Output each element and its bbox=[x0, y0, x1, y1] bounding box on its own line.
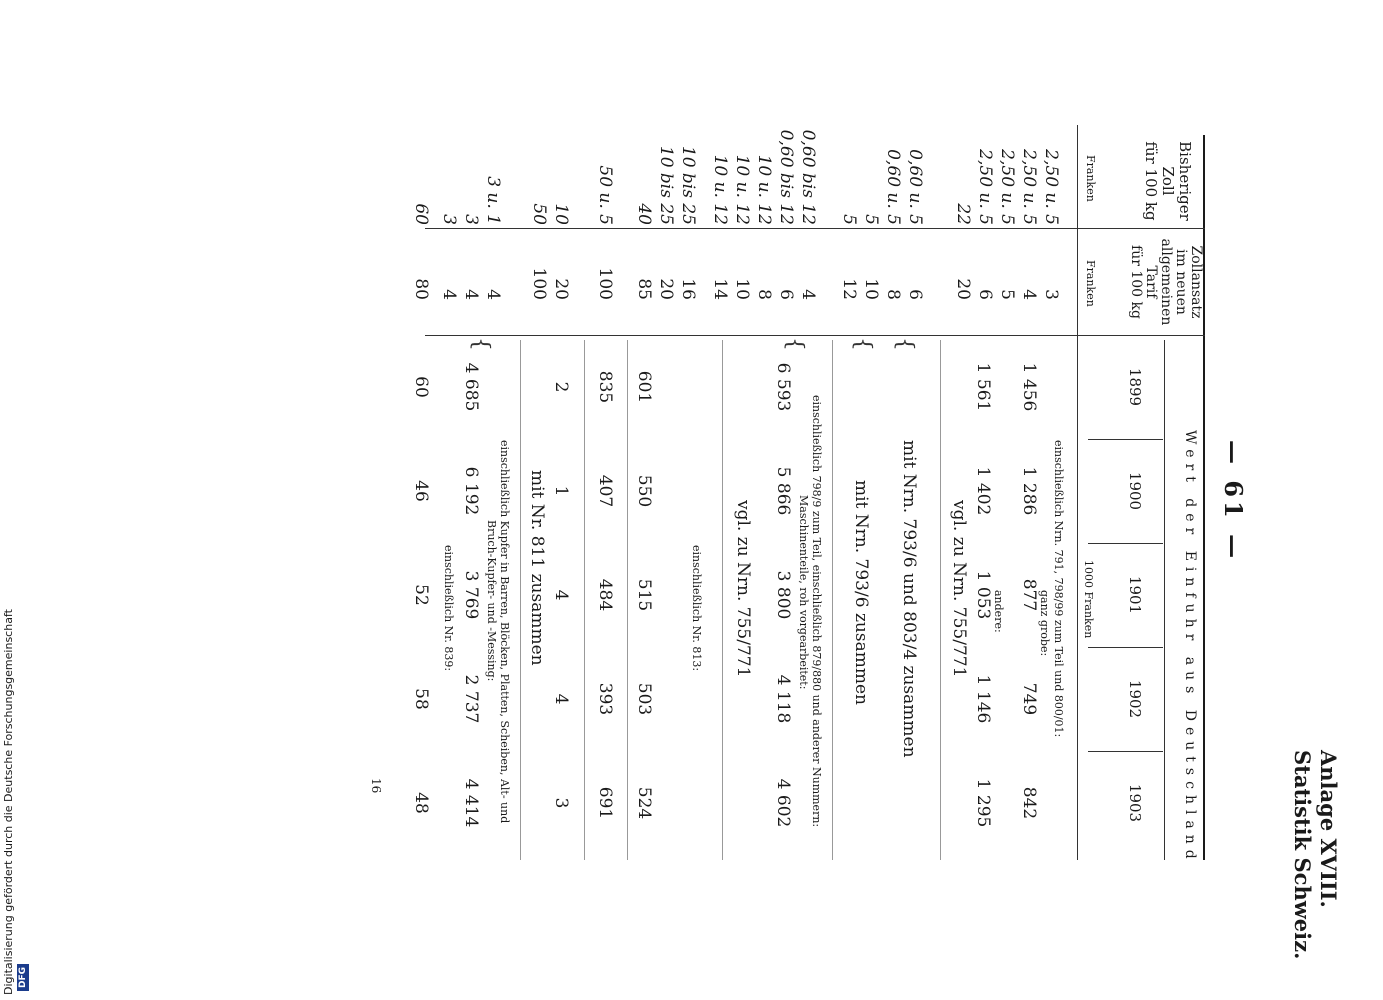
g1a-1900: 1 286 bbox=[1019, 466, 1039, 516]
table-top-rule bbox=[1203, 135, 1205, 860]
anlage-title: Anlage XVIII. bbox=[1316, 750, 1341, 908]
g3-bish-1: 0,60 bis 12 bbox=[776, 129, 796, 225]
footer-page-number: 16 bbox=[369, 778, 383, 794]
g6-bish-1: 50 bbox=[529, 203, 549, 225]
g7-1902: 2 737 bbox=[461, 674, 481, 724]
g1b-1899: 1 561 bbox=[973, 362, 993, 412]
g3-zoll-0: 4 bbox=[798, 289, 818, 300]
g1-zoll-0: 3 bbox=[1041, 289, 1061, 300]
g3-1902: 4 118 bbox=[773, 674, 793, 724]
bisheriger-unit: Franken bbox=[1084, 155, 1097, 202]
g2-bish-2: 5 bbox=[861, 214, 881, 225]
g4-end-rule bbox=[627, 340, 628, 860]
col-sep-1 bbox=[425, 228, 1205, 229]
g3-1899: 6 593 bbox=[773, 362, 793, 412]
page-number: — 61 — bbox=[1219, 440, 1248, 563]
g7-1901: 3 769 bbox=[461, 570, 481, 620]
g1a-1901: 877 bbox=[1019, 578, 1039, 612]
g1-bish-4: 22 bbox=[953, 203, 973, 225]
g4-1901: 515 bbox=[634, 578, 654, 612]
g4-zoll-2: 85 bbox=[634, 278, 654, 300]
g6-1900: 1 bbox=[551, 485, 571, 497]
g2-text2: mit Nrn. 793/6 zusammen bbox=[851, 480, 871, 705]
g1-end-rule bbox=[940, 340, 941, 860]
g7-note1: einschließlich Kupfer in Barren, Blöcken, Platten, Scheiben, Alt- und bbox=[498, 440, 511, 824]
g3-note1: einschließlich 798/9 zum Teil, einschließlich 879/880 und anderer Nummern: bbox=[810, 395, 823, 828]
year-1903: 1903 bbox=[1126, 783, 1144, 823]
g1-vgl: vgl. zu Nrn. 755/771 bbox=[949, 500, 969, 678]
g5-1900: 407 bbox=[595, 474, 615, 508]
year-1900: 1900 bbox=[1126, 471, 1144, 511]
g6-end-rule bbox=[520, 340, 521, 860]
year-sep-3 bbox=[1088, 647, 1163, 648]
g6-zoll-1: 100 bbox=[529, 267, 549, 300]
g3-1903: 4 602 bbox=[773, 778, 793, 828]
year-1899: 1899 bbox=[1126, 367, 1144, 407]
g1-zoll-1: 4 bbox=[1019, 289, 1039, 300]
g3-vgl: vgl. zu Nrn. 755/771 bbox=[733, 500, 753, 678]
g1-bish-1: 2,50 u. 5 bbox=[1019, 149, 1039, 225]
year-sep-4 bbox=[1088, 751, 1163, 752]
g8-1902: 58 bbox=[411, 688, 431, 710]
g7-1903: 4 414 bbox=[461, 778, 481, 828]
g3-1901: 3 800 bbox=[773, 570, 793, 620]
g2-brace-icon: { bbox=[892, 337, 917, 351]
group1-note-grobe: ganz grobe: bbox=[1038, 590, 1051, 657]
g4-bish-2: 40 bbox=[634, 203, 654, 225]
year-sep-2 bbox=[1088, 543, 1163, 544]
g3-zoll-1: 6 bbox=[776, 289, 796, 300]
g3-zoll-4: 14 bbox=[710, 278, 730, 300]
g4-1903: 524 bbox=[634, 786, 654, 820]
g8-note: einschließlich Nr. 839: bbox=[442, 545, 455, 672]
wert-unit: 1000 Franken bbox=[1082, 560, 1095, 639]
g3-bish-2: 10 u. 12 bbox=[754, 154, 774, 225]
g6-1903: 3 bbox=[551, 797, 571, 809]
group1-note-andere: andere: bbox=[992, 590, 1005, 633]
wert-title: Wert der Einfuhr aus Deutschland bbox=[1182, 430, 1198, 865]
g1-bish-0: 2,50 u. 5 bbox=[1041, 149, 1061, 225]
g7-zoll-1: 4 bbox=[461, 289, 481, 300]
g1-zoll-2: 5 bbox=[997, 289, 1017, 300]
g2-text1: mit Nrn. 793/6 und 803/4 zusammen bbox=[899, 440, 919, 758]
g5-zoll-0: 100 bbox=[595, 267, 615, 300]
col-sep-2 bbox=[425, 335, 1205, 336]
g3-note2: Maschinenteile, roh vorgearbeitet: bbox=[797, 495, 810, 690]
g4-1900: 550 bbox=[634, 474, 654, 508]
g3-zoll-3: 10 bbox=[732, 278, 752, 300]
g6-1901: 4 bbox=[551, 589, 571, 601]
g2-zoll-2: 10 bbox=[861, 278, 881, 300]
g4-1899: 601 bbox=[634, 370, 654, 404]
g2-zoll-3: 12 bbox=[839, 278, 859, 300]
g3-zoll-2: 8 bbox=[754, 289, 774, 300]
year-1901: 1901 bbox=[1126, 575, 1144, 615]
g7-zoll-0: 4 bbox=[483, 289, 503, 300]
g5-end-rule bbox=[584, 340, 585, 860]
g8-1900: 46 bbox=[411, 480, 431, 502]
g5-1899: 835 bbox=[595, 370, 615, 404]
g1b-1902: 1 146 bbox=[973, 674, 993, 724]
g7-brace-icon: { bbox=[468, 337, 493, 351]
g7-bish-2: 3 bbox=[439, 214, 459, 225]
g3-bish-3: 10 u. 12 bbox=[732, 154, 752, 225]
g5-1903: 691 bbox=[595, 786, 615, 820]
g8-1901: 52 bbox=[411, 584, 431, 606]
g5-bish-0: 50 u. 5 bbox=[595, 165, 615, 225]
g4-note: einschließlich Nr. 813: bbox=[690, 545, 703, 672]
g4-zoll-1: 20 bbox=[656, 278, 676, 300]
g3-1900: 5 866 bbox=[773, 466, 793, 516]
g1b-1901: 1 053 bbox=[973, 570, 993, 620]
g1a-1902: 749 bbox=[1019, 682, 1039, 716]
g4-bish-0: 10 bis 25 bbox=[678, 145, 698, 225]
watermark-text: Digitalisierung gefördert durch die Deutsche Forschungsgemeinschaft bbox=[2, 609, 15, 995]
g3-bish-0: 0,60 bis 12 bbox=[798, 129, 818, 225]
g2-bish-0: 0,60 u. 5 bbox=[905, 149, 925, 225]
g3-bish-4: 10 u. 12 bbox=[710, 154, 730, 225]
g7-zoll-2: 4 bbox=[439, 289, 459, 300]
g8-bish-0: 60 bbox=[411, 203, 431, 225]
group1-note: einschließlich Nrn. 791, 798/99 zum Teil und 800/01: bbox=[1052, 440, 1065, 738]
g3-end-rule bbox=[722, 340, 723, 860]
g1-bish-3: 2,50 u. 5 bbox=[975, 149, 995, 225]
g2-end-rule bbox=[832, 340, 833, 860]
g6-text: mit Nr. 811 zusammen bbox=[527, 470, 547, 666]
g2-bish-1: 0,60 u. 5 bbox=[883, 149, 903, 225]
g1-bish-2: 2,50 u. 5 bbox=[997, 149, 1017, 225]
g4-zoll-0: 16 bbox=[678, 278, 698, 300]
g1-zoll-3: 6 bbox=[975, 289, 995, 300]
g1b-1903: 1 295 bbox=[973, 778, 993, 828]
g8-1903: 48 bbox=[411, 792, 431, 814]
g7-bish-0: 3 u. 1 bbox=[483, 176, 503, 225]
g8-zoll-0: 80 bbox=[411, 278, 431, 300]
g4-1902: 503 bbox=[634, 682, 654, 716]
year-1902: 1902 bbox=[1126, 679, 1144, 719]
g1a-1899: 1 456 bbox=[1019, 362, 1039, 412]
g2-zoll-1: 8 bbox=[883, 289, 903, 300]
g5-1901: 484 bbox=[595, 578, 615, 612]
header-zollansatz: Zollansatz im neuen allgemeinen Tarif für 100 kg bbox=[1128, 238, 1204, 326]
header-bisheriger: Bisheriger Zoll für 100 kg bbox=[1142, 141, 1194, 221]
g2-brace2-icon: { bbox=[850, 337, 875, 351]
g6-zoll-0: 20 bbox=[551, 278, 571, 300]
g2-bish-3: 5 bbox=[839, 214, 859, 225]
g6-1902: 4 bbox=[551, 693, 571, 705]
year-sep-1 bbox=[1088, 439, 1163, 440]
statistik-title: Statistik Schweiz. bbox=[1290, 750, 1315, 960]
g7-bish-1: 3 bbox=[461, 214, 481, 225]
g7-note2: Bruch-Kupfer- und -Messing: bbox=[485, 520, 498, 682]
g7-1899: 4 685 bbox=[461, 362, 481, 412]
header-bottom-rule bbox=[1077, 125, 1078, 860]
g5-1902: 393 bbox=[595, 682, 615, 716]
g4-bish-1: 10 bis 25 bbox=[656, 145, 676, 225]
wert-title-rule bbox=[1164, 340, 1165, 860]
g2-zoll-0: 6 bbox=[905, 289, 925, 300]
zollansatz-unit: Franken bbox=[1084, 260, 1097, 307]
g6-bish-0: 10 bbox=[551, 203, 571, 225]
dfg-logo-icon: DFG bbox=[17, 964, 29, 991]
g1b-1900: 1 402 bbox=[973, 466, 993, 516]
g8-1899: 60 bbox=[411, 376, 431, 398]
g3-brace-icon: { bbox=[782, 337, 807, 351]
g6-1899: 2 bbox=[551, 381, 571, 393]
g1-zoll-4: 20 bbox=[953, 278, 973, 300]
g7-1900: 6 192 bbox=[461, 466, 481, 516]
g1a-1903: 842 bbox=[1019, 786, 1039, 820]
